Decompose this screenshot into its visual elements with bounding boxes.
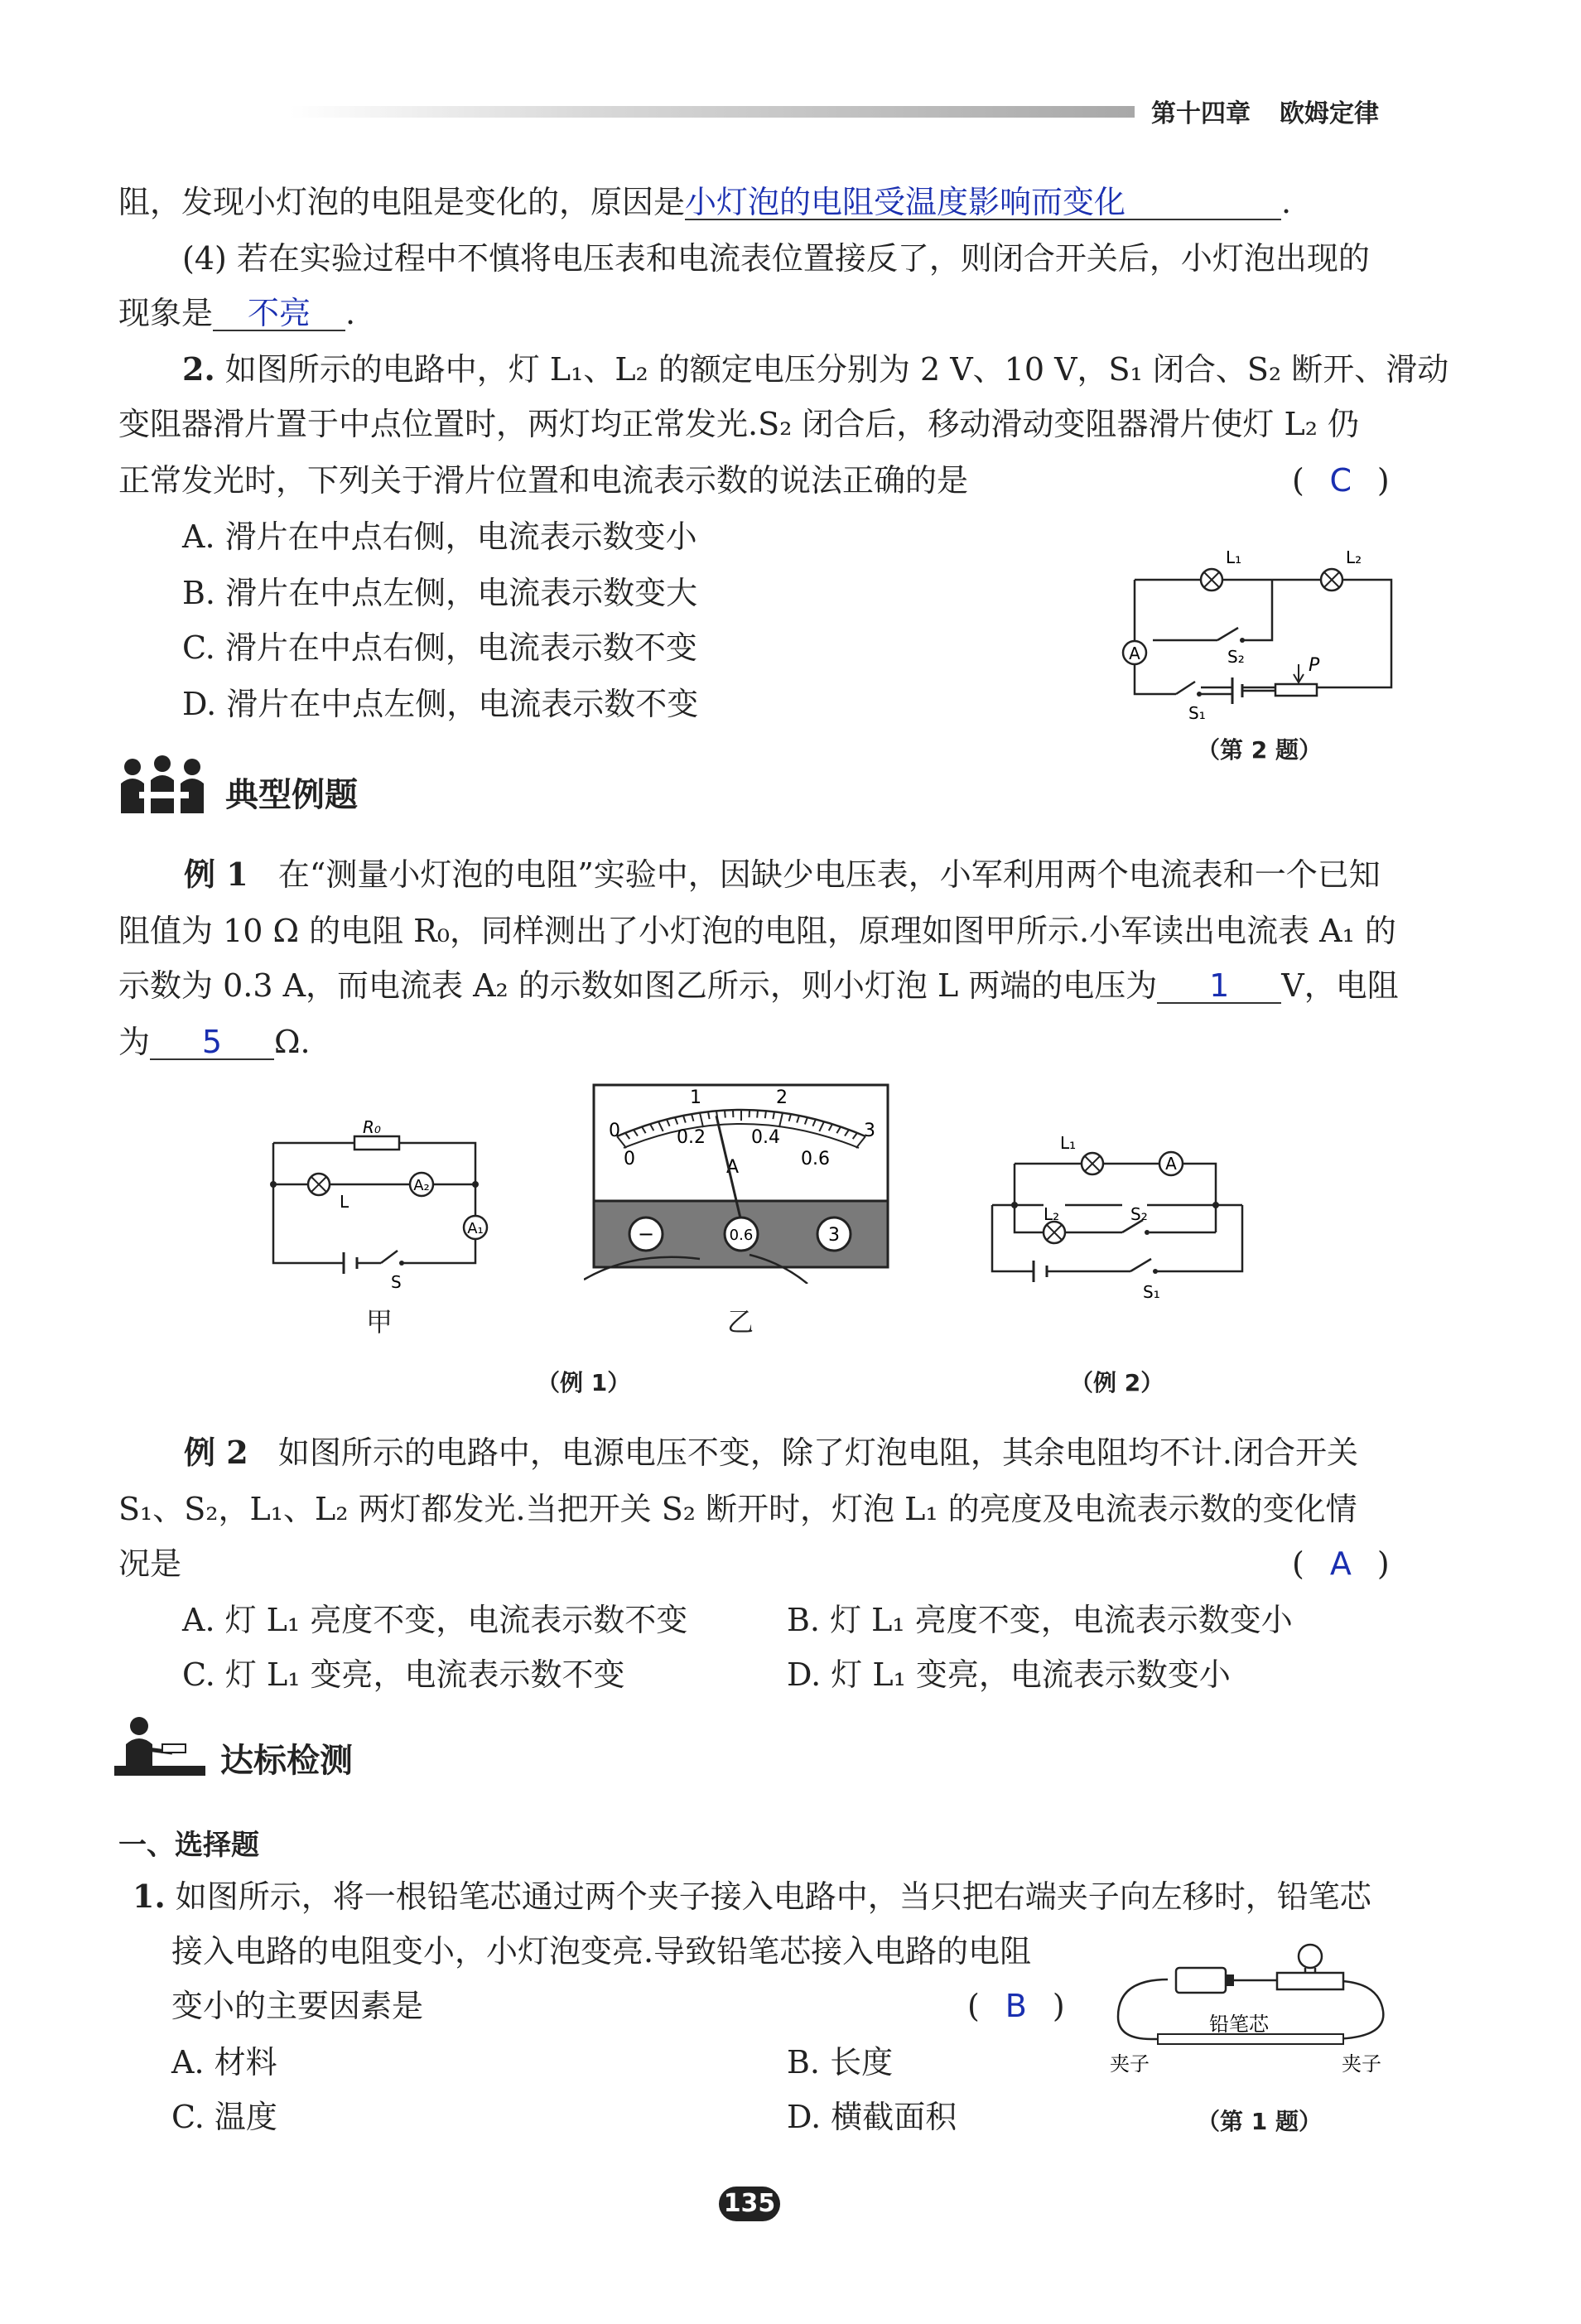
q2-line1 [182, 351, 1448, 388]
meter-bottom-2: 0.4 [751, 1127, 780, 1148]
meter-top-2: 2 [776, 1087, 788, 1108]
ex2-label-s2: S₂ [1130, 1204, 1148, 1224]
q2-answer: C [1329, 462, 1352, 499]
ex1-label-a2: A₂ [413, 1177, 430, 1194]
prev-answer: 小灯泡的电阻受温度影响而变化 [685, 184, 1126, 220]
ex1-voltage-blank [1157, 967, 1281, 1004]
q2-option-c: C. 滑片在中点右侧，电流表示数不变 [182, 629, 697, 666]
meter-top-0: 0 [609, 1121, 620, 1141]
prev-line1-text: 阻，发现小灯泡的电阻是变化的，原因是 [118, 184, 686, 220]
ex1-label-r0: R₀ [363, 1117, 381, 1137]
t1-number: 1. [133, 1878, 166, 1915]
t1-battery [1176, 1968, 1284, 1993]
ex1-line3 [118, 967, 1399, 1004]
ex2-paren-close: ) [1376, 1545, 1390, 1582]
t1-line1 [133, 1878, 1371, 1915]
ex1-line4-text: 为 [118, 1024, 151, 1060]
t1-option-d: D. 横截面积 [787, 2099, 957, 2135]
ex1-label: 例 1 [184, 856, 248, 893]
ex2-lamp-l1 [1082, 1153, 1103, 1174]
t1-option-b: B. 长度 [787, 2044, 894, 2081]
q4-end: . [345, 295, 356, 331]
meter-bottom-3: 0.6 [801, 1149, 830, 1169]
ex1-line4-end: Ω. [274, 1024, 311, 1060]
t1-answer: B [1005, 1988, 1027, 2024]
ex2-line1-text: 如图所示的电路中，电源电压不变，除了灯泡电阻，其余电阻均不计.闭合开关 [277, 1434, 1359, 1471]
q2-lamp-l1 [1201, 569, 1222, 591]
t1-line3: 变小的主要因素是 [171, 1988, 424, 2024]
t1-line1-text: 如图所示，将一根铅笔芯通过两个夹子接入电路中，当只把右端夹子向左移时，铅笔芯 [175, 1878, 1371, 1915]
t1-pencil-circuit [1101, 1938, 1400, 2079]
q2-ammeter [1123, 641, 1146, 664]
t1-answer-paren [967, 1988, 1065, 2024]
q2-option-d: D. 滑片在中点左侧，电流表示数不变 [182, 686, 699, 722]
t1-line2: 接入电路的电阻变小，小灯泡变亮.导致铅笔芯接入电路的电阻 [171, 1933, 1032, 1970]
q2-label-s1: S₁ [1188, 703, 1206, 723]
ex2-option-a: A. 灯 L₁ 亮度不变，电流表示数不变 [182, 1602, 688, 1638]
ex2-label-l1: L₁ [1060, 1133, 1077, 1153]
section-test-title: 达标检测 [220, 1742, 353, 1780]
t1-label-clip-right: 夹子 [1342, 2052, 1381, 2076]
q2-option-a: A. 滑片在中点右侧，电流表示数变小 [182, 518, 697, 555]
ex1-line1 [184, 856, 1381, 893]
ex2-line1 [184, 1434, 1358, 1471]
svg-text:0.6: 0.6 [729, 1227, 754, 1244]
q2-label-p: P [1309, 655, 1320, 676]
section-examples-title: 典型例题 [225, 776, 358, 814]
q2-switch-s2 [1217, 628, 1245, 643]
meter-tick [757, 1111, 758, 1118]
ex1-ammeter-dial [584, 1077, 899, 1284]
svg-text:3: 3 [828, 1225, 840, 1246]
meter-tick [765, 1111, 766, 1118]
ex2-ammeter [1159, 1152, 1183, 1175]
ex1-voltage-answer: 1 [1209, 967, 1230, 1004]
header-chapter: 第十四章 [1151, 99, 1251, 128]
ex1-caption: （例 1） [537, 1369, 631, 1396]
ex1-line3-text: 示数为 0.3 A，而电流表 A₂ 的示数如图乙所示，则小灯泡 L 两端的电压为 [118, 967, 1158, 1004]
q2-option-b: B. 滑片在中点左侧，电流表示数变大 [182, 575, 698, 611]
t1-option-c: C. 温度 [171, 2099, 277, 2135]
ex2-answer: A [1329, 1545, 1352, 1582]
meter-terminal-neg [629, 1217, 663, 1251]
q4-answer-blank [213, 295, 345, 331]
meter-unit: A [726, 1157, 740, 1178]
ex2-circuit-diagram [977, 1114, 1267, 1304]
ex1-line4 [118, 1024, 311, 1060]
q2-label-l1: L₁ [1226, 547, 1242, 567]
page-number: 135 [719, 2187, 780, 2221]
q2-label-l2: L₂ [1346, 547, 1362, 567]
ex1-label-a1: A₁ [467, 1220, 484, 1237]
ex2-option-b: B. 灯 L₁ 亮度不变，电流表示数变小 [787, 1602, 1293, 1638]
ex1-line3-end: V，电阻 [1281, 967, 1399, 1004]
prev-line1-end: . [1281, 184, 1292, 220]
q4-line2-text: 现象是 [118, 295, 214, 331]
t1-caption: （第 1 题） [1197, 2108, 1322, 2135]
q2-circuit-diagram [1110, 538, 1416, 729]
ex2-battery [1034, 1261, 1047, 1282]
ex1-label-yi: 乙 [727, 1306, 754, 1338]
ex2-line3: 况是 [118, 1545, 182, 1582]
ex1-switch-s [381, 1251, 404, 1266]
svg-text:A: A [1165, 1154, 1177, 1174]
t1-bulb [1277, 1945, 1343, 1989]
ex2-line2: S₁、S₂，L₁、L₂ 两灯都发光.当把开关 S₂ 断开时，灯泡 L₁ 的亮度及电流表示数的变化情 [118, 1491, 1357, 1527]
q2-answer-paren [1292, 462, 1390, 499]
people-group-icon [114, 755, 214, 813]
header-bar [290, 106, 1135, 118]
q2-switch-s1 [1176, 682, 1226, 697]
t1-label-clip-left: 夹子 [1110, 2052, 1150, 2076]
ex2-paren-open: ( [1292, 1545, 1304, 1582]
q4-answer: 不亮 [248, 295, 311, 331]
q4-line1: (4) 若在实验过程中不慎将电压表和电流表位置接反了，则闭合开关后，小灯泡出现的 [182, 240, 1370, 277]
svg-text:−: − [637, 1222, 655, 1246]
ex1-line2: 阻值为 10 Ω 的电阻 R₀，同样测出了小灯泡的电阻，原理如图甲所示.小军读出电流表 A₁ 的 [118, 913, 1396, 949]
t1-label-core: 铅笔芯 [1209, 2013, 1269, 2036]
ex1-battery [344, 1252, 357, 1274]
ex1-label-l: L [340, 1192, 349, 1212]
ex2-label: 例 2 [184, 1434, 248, 1471]
part1-title: 一、选择题 [118, 1829, 259, 1862]
q2-caption: （第 2 题） [1197, 736, 1322, 764]
ex2-switch-s1 [1130, 1259, 1158, 1274]
ex1-label-s: S [391, 1272, 402, 1292]
ex2-caption: （例 2） [1070, 1369, 1164, 1396]
ex1-line1-text: 在“测量小灯泡的电阻”实验中，因缺少电压表，小军利用两个电流表和一个已知 [277, 856, 1381, 893]
q4-line2 [118, 295, 355, 331]
q2-line3: 正常发光时，下列关于滑片位置和电流表示数的说法正确的是 [118, 462, 969, 499]
q2-line1-text: 如图所示的电路中，灯 L₁、L₂ 的额定电压分别为 2 V、10 V，S₁ 闭合、S₂ 断开、滑动 [224, 351, 1449, 388]
ex2-option-d: D. 灯 L₁ 变亮，电流表示数变小 [787, 1656, 1231, 1693]
prev-line1 [118, 184, 1291, 220]
meter-terminal-06 [725, 1217, 758, 1251]
ex1-resistor-r0 [354, 1136, 399, 1150]
ex1-label-jia: 甲 [366, 1306, 393, 1338]
meter-bottom-1: 0.2 [677, 1127, 706, 1148]
meter-terminal-3 [817, 1217, 851, 1251]
ex1-circuit-jia [257, 1110, 497, 1300]
q2-battery [1226, 677, 1275, 704]
q2-line2: 变阻器滑片置于中点位置时，两灯均正常发光.S₂ 闭合后，移动滑动变阻器滑片使灯 L₂ 仍 [118, 406, 1360, 442]
t1-paren-close: ) [1052, 1988, 1065, 2024]
ex1-lamp-l [308, 1174, 330, 1195]
t1-paren-open: ( [967, 1988, 980, 2024]
meter-bottom-0: 0 [624, 1149, 635, 1169]
svg-text:A: A [1129, 644, 1140, 663]
q2-lamp-l2 [1321, 569, 1342, 591]
ex2-option-c: C. 灯 L₁ 变亮，电流表示数不变 [182, 1656, 625, 1693]
header-title: 欧姆定律 [1280, 99, 1379, 128]
meter-top-3: 3 [864, 1121, 875, 1141]
ex2-label-l2: L₂ [1044, 1204, 1060, 1224]
q2-paren-open: ( [1292, 462, 1304, 499]
ex2-answer-paren [1292, 1545, 1390, 1582]
q2-paren-close: ) [1376, 462, 1390, 499]
prev-answer-blank [685, 184, 1281, 220]
meter-top-1: 1 [690, 1087, 701, 1108]
ex2-label-s1: S₁ [1143, 1282, 1160, 1302]
q2-label-s2: S₂ [1227, 647, 1245, 667]
ex1-resistance-answer: 5 [201, 1024, 223, 1060]
ex1-resistance-blank [150, 1024, 274, 1060]
student-at-desk-icon [114, 1714, 205, 1781]
t1-option-a: A. 材料 [171, 2044, 277, 2081]
q2-number: 2. [182, 350, 215, 388]
